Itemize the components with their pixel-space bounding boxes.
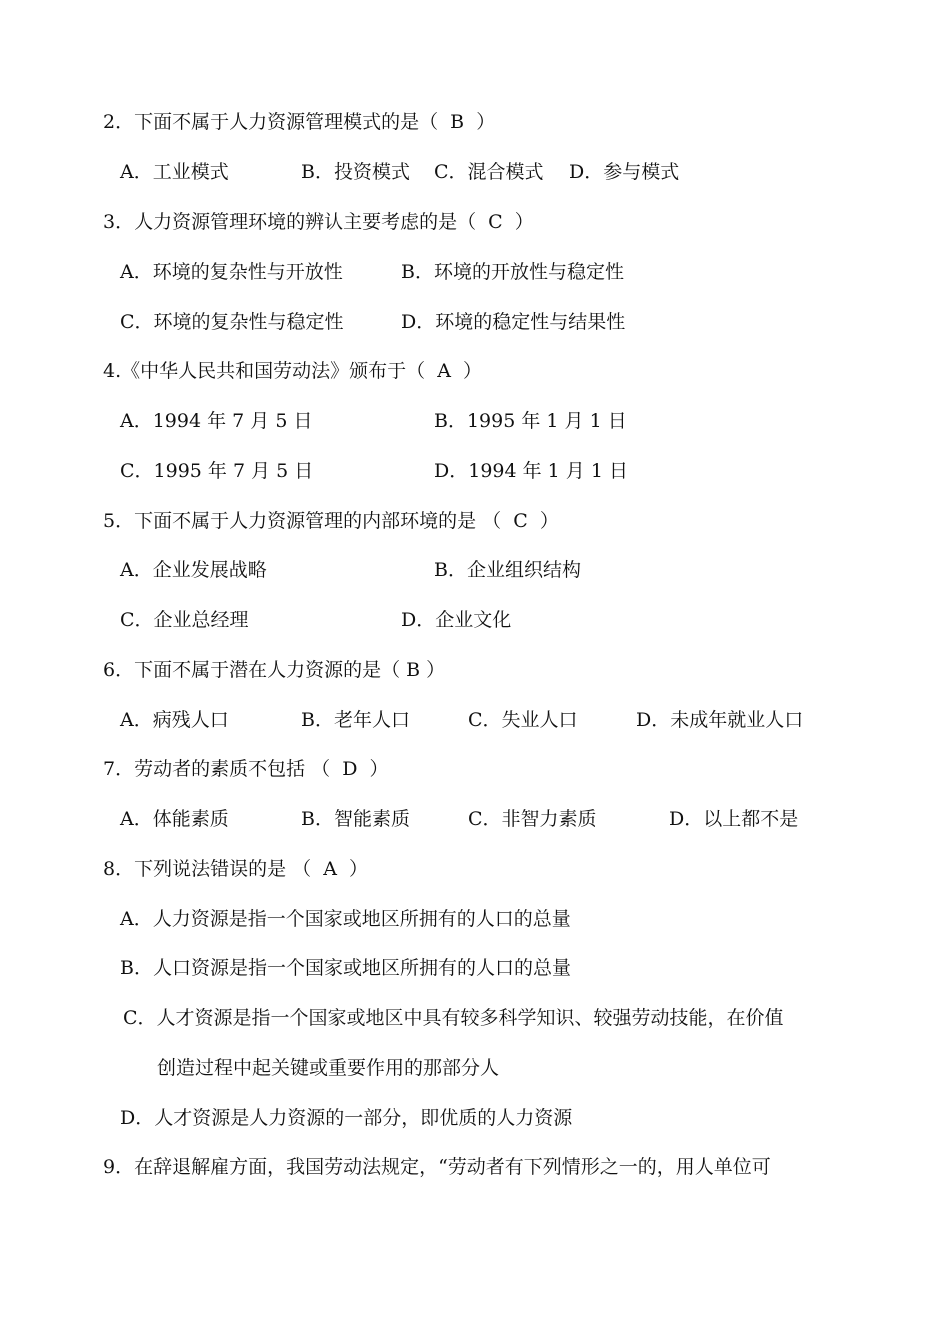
question-5-stem: 5．下面不属于人力资源管理的内部环境的是 （ C ）: [103, 510, 559, 532]
question-8-option-c: C．人才资源是指一个国家或地区中具有较多科学知识、较强劳动技能，在价值: [123, 1007, 784, 1029]
question-8-option-b: B．人口资源是指一个国家或地区所拥有的人口的总量: [120, 957, 571, 979]
question-8-stem: 8．下列说法错误的是 （ A ）: [103, 858, 369, 880]
question-8-option-a: A．人力资源是指一个国家或地区所拥有的人口的总量: [120, 908, 571, 930]
question-4-option-d: D．1994 年 1 月 1 日: [434, 460, 628, 482]
question-5-option-d: D．企业文化: [401, 609, 512, 631]
question-8-option-d: D．人才资源是人力资源的一部分，即优质的人力资源: [120, 1107, 573, 1129]
question-3-option-a: A．环境的复杂性与开放性: [120, 261, 343, 283]
question-4-option-c: C．1995 年 7 月 5 日: [120, 460, 314, 482]
question-6-option-d: D．未成年就业人口: [636, 709, 804, 731]
question-3-option-d: D．环境的稳定性与结果性: [401, 311, 626, 333]
question-7-option-d: D．以上都不是: [669, 808, 799, 830]
question-9-stem: 9．在辞退解雇方面，我国劳动法规定，“劳动者有下列情形之一的，用人单位可: [103, 1156, 771, 1178]
question-6-option-a: A．病残人口: [120, 709, 229, 731]
question-6-option-b: B．老年人口: [301, 709, 410, 731]
question-2-option-a: A．工业模式: [120, 161, 229, 183]
question-8-option-c-continued: 创造过程中起关键或重要作用的那部分人: [157, 1057, 500, 1079]
question-3-option-c: C．环境的复杂性与稳定性: [120, 311, 344, 333]
question-6-stem: 6．下面不属于潜在人力资源的是（ B ）: [103, 659, 446, 681]
question-2-option-b: B．投资模式: [301, 161, 410, 183]
question-4-option-a: A．1994 年 7 月 5 日: [120, 410, 313, 432]
question-7-option-b: B．智能素质: [301, 808, 410, 830]
question-7-option-a: A．体能素质: [120, 808, 229, 830]
question-4-option-b: B．1995 年 1 月 1 日: [434, 410, 627, 432]
question-5-option-a: A．企业发展战略: [120, 559, 267, 581]
question-6-option-c: C．失业人口: [468, 709, 578, 731]
question-2-option-c: C．混合模式: [434, 161, 544, 183]
question-5-option-c: C．企业总经理: [120, 609, 249, 631]
question-5-option-b: B．企业组织结构: [434, 559, 581, 581]
question-7-option-c: C．非智力素质: [468, 808, 597, 830]
question-2-option-d: D．参与模式: [569, 161, 680, 183]
question-2-stem: 2．下面不属于人力资源管理模式的是（ B ）: [103, 111, 496, 133]
question-3-option-b: B．环境的开放性与稳定性: [401, 261, 624, 283]
question-4-stem: 4.《中华人民共和国劳动法》颁布于（ A ）: [103, 360, 483, 382]
question-3-stem: 3．人力资源管理环境的辨认主要考虑的是（ C ）: [103, 211, 534, 233]
question-7-stem: 7．劳动者的素质不包括 （ D ）: [103, 758, 389, 780]
